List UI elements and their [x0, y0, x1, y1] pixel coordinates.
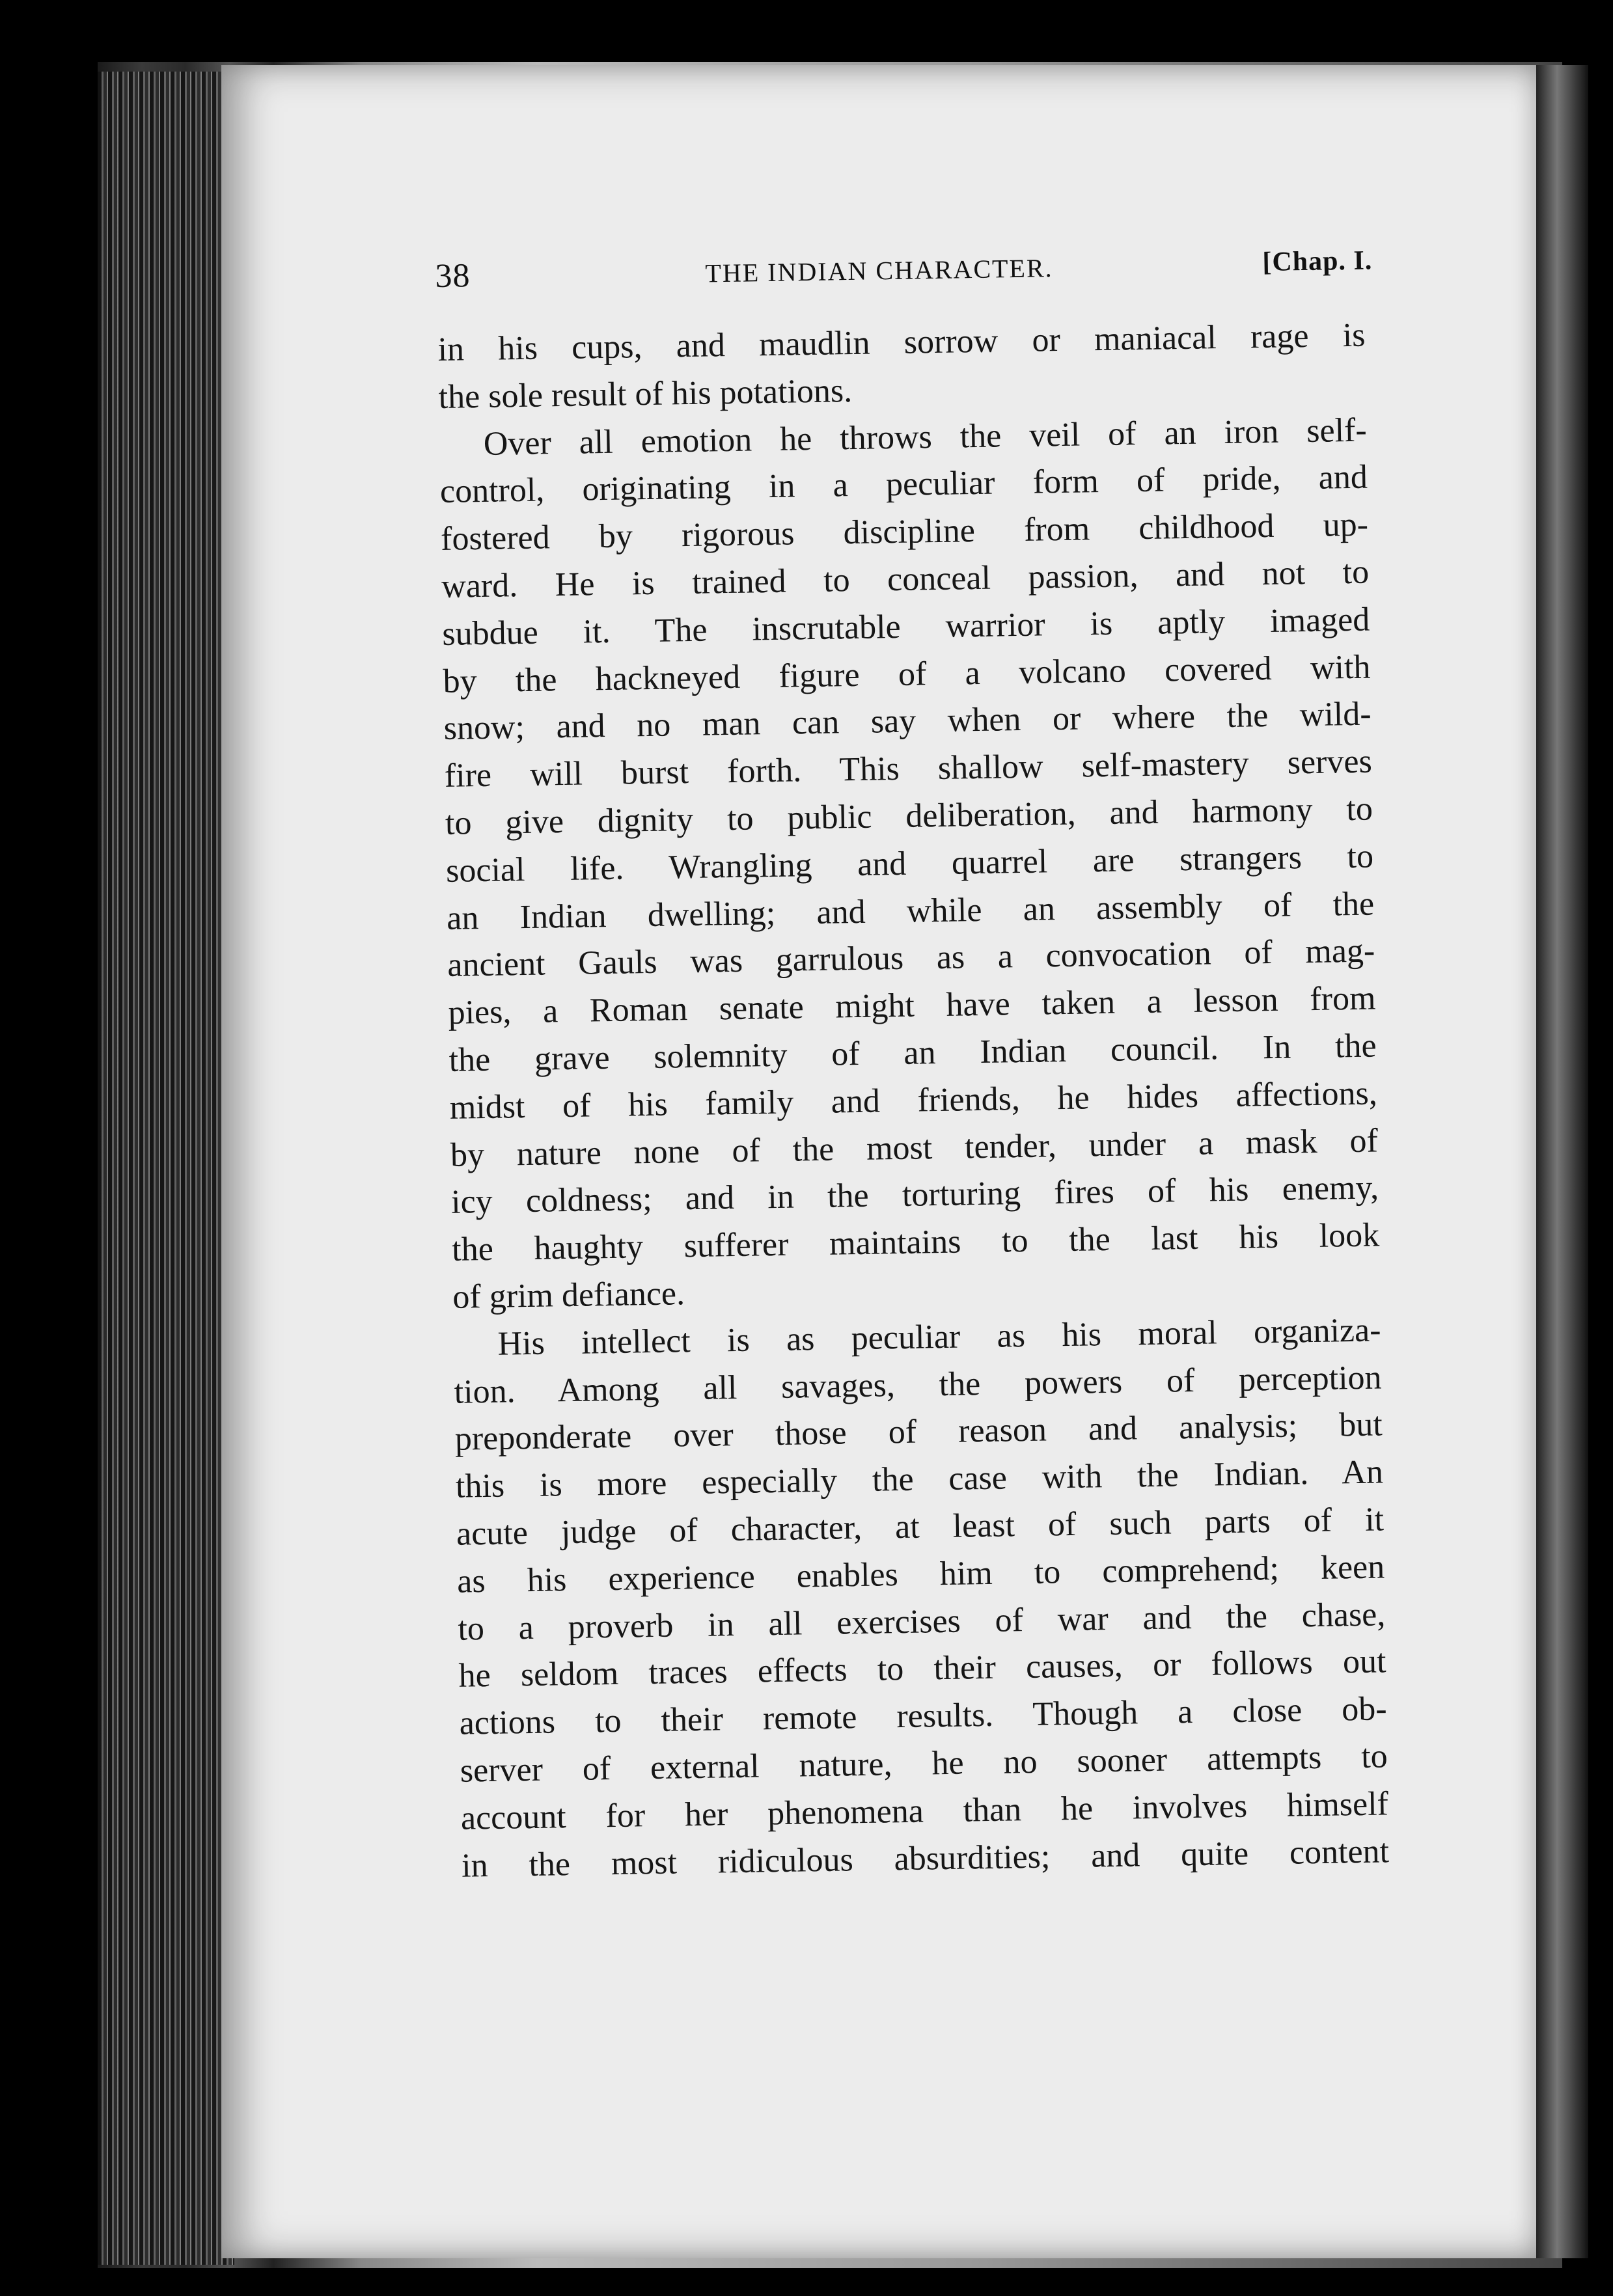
running-title: THE INDIAN CHARACTER.: [705, 253, 1053, 288]
text-line: by nature none of the most tender, under a mask of: [450, 1122, 1379, 1174]
text-line: in his cups, and maudlin sorrow or maniacal rage is: [437, 316, 1366, 368]
text-line: the grave solemnity of an Indian council. In the: [448, 1027, 1377, 1079]
text-line: an Indian dwelling; and while an assembly of the: [446, 885, 1375, 937]
text-line: fire will burst forth. This shallow self-mastery serves: [444, 743, 1373, 795]
text-line: acute judge of character, at least of such parts of it: [456, 1501, 1385, 1553]
text-line: server of external nature, he no sooner attempts to: [460, 1738, 1388, 1790]
text-line: as his experience enables him to comprehend; keen: [456, 1548, 1385, 1600]
text-line: ancient Gauls was garrulous as a convocation of mag-: [447, 932, 1375, 985]
text-line: tion. Among all savages, the powers of perception: [454, 1358, 1382, 1411]
text-line: actions to their remote results. Though a close ob-: [459, 1690, 1387, 1742]
text-line: snow; and no man can say when or where the wild-: [443, 695, 1372, 748]
text-line: in the most ridiculous absurdities; and quite content: [461, 1832, 1390, 1885]
text-line: pies, a Roman senate might have taken a lesson from: [448, 979, 1376, 1032]
text-line: of grim defiance.: [452, 1275, 685, 1316]
text-line: midst of his family and friends, he hides affections,: [449, 1074, 1378, 1127]
page-number: 38: [435, 257, 471, 295]
text-line: he seldom traces effects to their causes, or follows out: [458, 1643, 1386, 1695]
chapter-reference: [Chap. I.: [1262, 245, 1373, 278]
text-line: this is more especially the case with the Indian. An: [455, 1453, 1384, 1505]
text-line: Over all emotion he throws the veil of an iron self-: [483, 411, 1368, 463]
text-line: preponderate over those of reason and analysis; but: [454, 1406, 1383, 1458]
text-line: the sole result of his potations.: [438, 372, 853, 416]
text-line: His intellect is as peculiar as his moral organiza-: [497, 1311, 1381, 1363]
text-line: to give dignity to public deliberation, and harmony to: [445, 790, 1373, 842]
text-line: icy coldness; and in the torturing fires of his enemy,: [450, 1169, 1379, 1222]
text-line: account for her phenomena than he involves himself: [460, 1785, 1389, 1837]
text-line: ward. He is trained to conceal passion, and not to: [441, 553, 1370, 605]
text-line: subdue it. The inscrutable warrior is aptly imaged: [441, 601, 1370, 653]
text-line: fostered by rigorous discipline from childhood up-: [440, 506, 1369, 558]
text-line: control, originating in a peculiar form of pride, and: [439, 458, 1368, 511]
page-edges: [98, 72, 234, 2265]
text-line: social life. Wrangling and quarrel are strangers to: [445, 838, 1374, 890]
text-line: the haughty sufferer maintains to the last his look: [451, 1216, 1380, 1268]
next-page-edge: [1536, 65, 1588, 2258]
body-text: [437, 312, 1390, 1890]
text-line: by the hackneyed figure of a volcano covered with: [443, 648, 1371, 700]
text-line: to a proverb in all exercises of war and the chase,: [457, 1595, 1386, 1648]
